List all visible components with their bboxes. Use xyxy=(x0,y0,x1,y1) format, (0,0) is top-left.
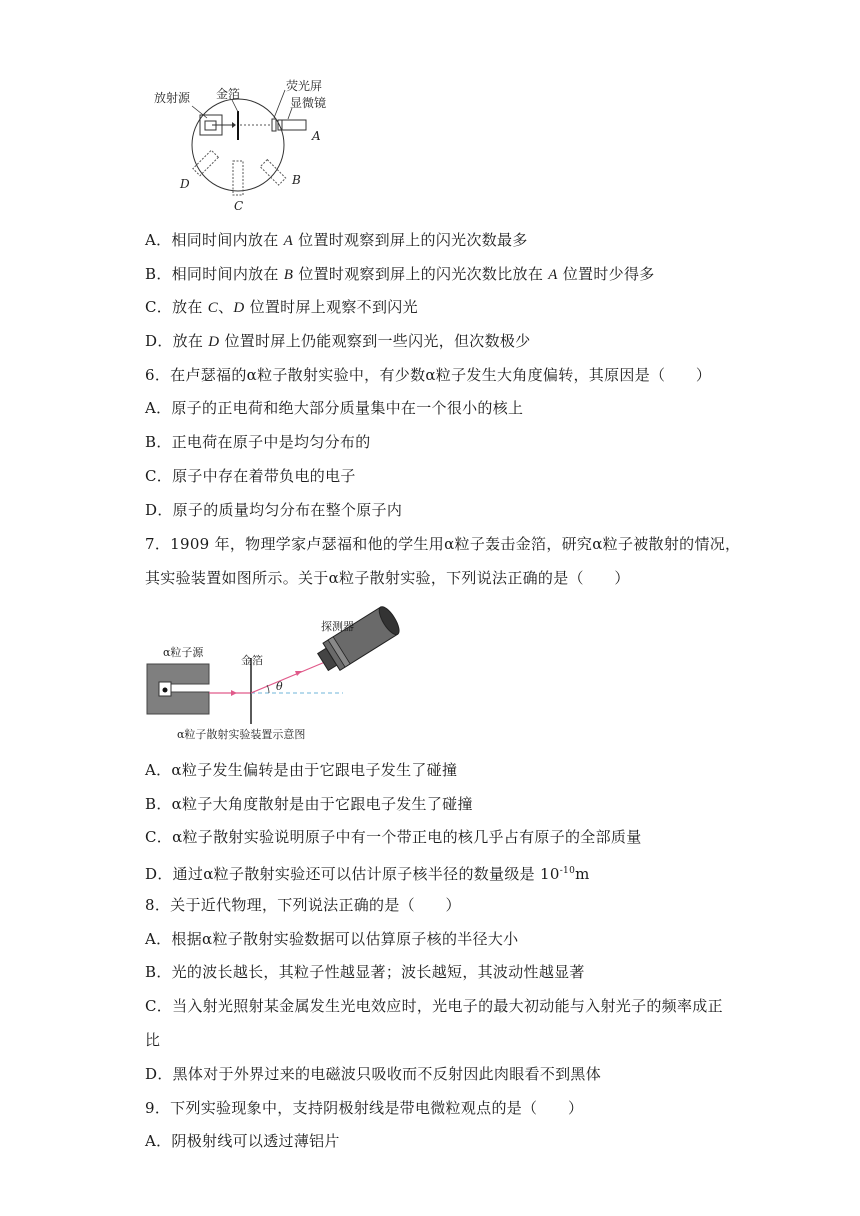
q5-option-c-var: C xyxy=(207,300,219,316)
q5-option-d-text: D．放在 xyxy=(145,332,209,350)
detector-d xyxy=(193,150,218,175)
label-pos-a: A xyxy=(312,129,321,143)
alpha-source-dot xyxy=(163,688,168,693)
q5-option-c xyxy=(145,297,418,318)
q5-option-b xyxy=(145,264,655,285)
q5-option-b-var: B xyxy=(283,267,294,283)
q7-option-d xyxy=(145,861,590,884)
label-microscope: 显微镜 xyxy=(290,96,327,110)
q7-option-a: A．α粒子发生偏转是由于它跟电子发生了碰撞 xyxy=(145,761,458,779)
q8-option-d: D．黑体对于外界过来的电磁波只吸收而不反射因此肉眼看不到黑体 xyxy=(145,1065,602,1083)
label-pos-b: B xyxy=(292,173,301,187)
q5-option-b-text: B．相同时间内放在 xyxy=(145,265,284,283)
screen-plate-a xyxy=(272,119,276,131)
q6-option-d: D．原子的质量均匀分布在整个原子内 xyxy=(145,501,403,519)
label-screen: 荧光屏 xyxy=(286,79,323,93)
q9-option-a: A．阴极射线可以透过薄铝片 xyxy=(145,1132,340,1150)
label-alpha-source: α粒子源 xyxy=(163,646,204,659)
q8-option-c-line1: C．当入射光照射某金属发生光电效应时，光电子的最大初动能与入射光子的频率成正 xyxy=(145,997,723,1015)
q5-option-a xyxy=(145,230,528,251)
q8-option-b: B．光的波长越长，其粒子性越显著；波长越短，其波动性越显著 xyxy=(145,963,585,981)
q5-option-a-text: A．相同时间内放在 xyxy=(145,231,284,249)
q8-stem: 8．关于近代物理，下列说法正确的是（ ） xyxy=(145,896,461,914)
detector-c xyxy=(233,161,243,195)
q7-stem-line1: 7．1909 年，物理学家卢瑟福和他的学生用α粒子轰击金箔，研究α粒子被散射的情况， xyxy=(145,535,741,553)
beam-arrow-icon xyxy=(232,122,236,128)
figure2-caption: α粒子散射实验装置示意图 xyxy=(177,728,306,741)
q5-option-d-text-end: 位置时屏上仍能观察到一些闪光，但次数极少 xyxy=(219,332,531,350)
label-pos-d: D xyxy=(180,177,190,191)
label-pos-c: C xyxy=(234,199,244,213)
q5-option-b-text-mid: 位置时观察到屏上的闪光次数比放在 xyxy=(293,265,549,283)
q8-option-a: A．根据α粒子散射实验数据可以估算原子核的半径大小 xyxy=(145,930,519,948)
detector-icon xyxy=(315,604,403,676)
q5-option-c-var2: D xyxy=(233,300,245,316)
q5-option-c-sep: 、 xyxy=(218,298,234,316)
q7-option-d-text: D．通过α粒子散射实验还可以估计原子核半径的数量级是 10 xyxy=(145,865,560,883)
label-detector: 探测器 xyxy=(321,620,354,633)
q6-option-a: A．原子的正电荷和绝大部分质量集中在一个很小的核上 xyxy=(145,399,524,417)
q8-option-c-line2: 比 xyxy=(145,1031,161,1049)
q6-stem: 6．在卢瑟福的α粒子散射实验中，有少数α粒子发生大角度偏转，其原因是（ ） xyxy=(145,366,712,384)
scattered-arrow-icon xyxy=(295,671,302,676)
label-source: 放射源 xyxy=(154,91,191,105)
q7-option-c: C．α粒子散射实验说明原子中有一个带正电的核几乎占有原子的全部质量 xyxy=(145,828,642,846)
figure-scattering-positions xyxy=(150,78,340,218)
leader-foil xyxy=(232,100,238,112)
q5-option-d xyxy=(145,331,531,352)
q7-option-b: B．α粒子大角度散射是由于它跟电子发生了碰撞 xyxy=(145,795,473,813)
q5-option-b-var2: A xyxy=(548,267,558,283)
q9-stem: 9．下列实验现象中，支持阴极射线是带电微粒观点的是（ ） xyxy=(145,1099,584,1117)
q7-option-d-exponent: -10 xyxy=(559,866,576,876)
detector-b xyxy=(260,160,285,185)
incident-arrow-icon xyxy=(231,690,237,696)
q5-option-d-var: D xyxy=(208,334,220,350)
q5-option-b-text-end: 位置时少得多 xyxy=(557,265,655,283)
q5-option-a-var: A xyxy=(283,233,294,249)
figure-scattering-apparatus xyxy=(145,604,420,744)
q6-option-c: C．原子中存在着带负电的电子 xyxy=(145,467,356,485)
q5-option-c-text: C．放在 xyxy=(145,298,208,316)
alpha-source-block xyxy=(147,664,209,714)
q7-option-d-unit: m xyxy=(575,865,590,883)
q7-stem-line2: 其实验装置如图所示。关于α粒子散射实验，下列说法正确的是（ ） xyxy=(145,569,630,587)
q5-option-a-text-end: 位置时观察到屏上的闪光次数最多 xyxy=(293,231,528,249)
leader-screen xyxy=(274,90,285,118)
q5-option-c-text-end: 位置时屏上观察不到闪光 xyxy=(244,298,418,316)
label-gold-foil: 金箔 xyxy=(241,654,263,667)
label-theta: θ xyxy=(276,680,283,693)
q6-option-b: B．正电荷在原子中是均匀分布的 xyxy=(145,433,371,451)
label-foil: 金箔 xyxy=(216,87,241,101)
